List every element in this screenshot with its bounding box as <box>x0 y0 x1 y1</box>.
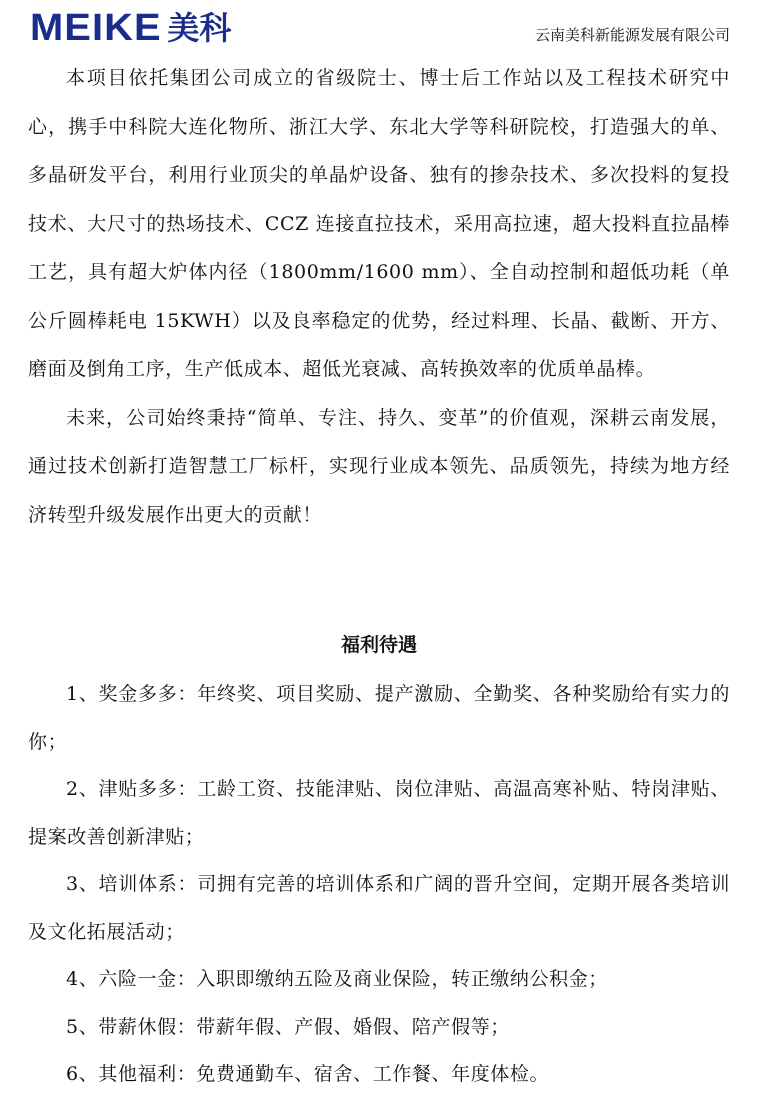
benefit-item-bonus: 1、奖金多多：年终奖、项目奖励、提产激励、全勤奖、各种奖励给有实力的你； <box>28 683 730 753</box>
company-logo <box>30 8 231 48</box>
future-paragraph: 未来，公司始终秉持“简单、专注、持久、变革”的价值观，深耕云南发展，通过技术创新打造智慧工厂标杆，实现行业成本领先、品质领先，持续为地方经济转型升级发展作出更大的贡献！ <box>28 406 730 526</box>
logo-latin-text: MEIKE <box>30 7 162 49</box>
benefit-item-insurance: 4、六险一金：入职即缴纳五险及商业保险，转正缴纳公积金； <box>66 968 608 990</box>
page-header <box>0 0 758 52</box>
benefit-item-other: 6、其他福利：免费通勤车、宿舍、工作餐、年度体检。 <box>66 1063 550 1085</box>
benefit-item-training: 3、培训体系：司拥有完善的培训体系和广阔的晋升空间，定期开展各类培训及文化拓展活动； <box>28 873 730 943</box>
benefit-item-allowance: 2、津贴多多：工龄工资、技能津贴、岗位津贴、高温高寒补贴、特岗津贴、提案改善创新津贴； <box>28 778 730 848</box>
benefits-heading: 福利待遇 <box>340 634 417 656</box>
benefit-item-paid-leave: 5、带薪休假：带薪年假、产假、婚假、陪产假等； <box>66 1015 510 1038</box>
intro-paragraph: 本项目依托集团公司成立的省级院士、博士后工作站以及工程技术研究中心，携手中科院大连化物所、浙江大学、东北大学等科研院校，打造强大的单、多晶研发平台，利用行业顶尖的单晶炉设备、独有的掺杂技术、多次投料的复投技术、大尺寸的热场技术、CCZ 连接直拉技术，采用高拉速，超大投料直拉晶棒工艺，具有超大炉体内径（1800mm/1600 mm）、全自动控制和超低功耗（单公斤圆棒耗电 15KWH）以及良率稳定的优势，经过料理、长晶、截断、开方、磨面及倒角工序，生产低成本、超低光衰减、高转换效率的优质单晶棒。 <box>28 67 730 380</box>
logo-chinese-text: 美科 <box>167 9 232 47</box>
company-name: 云南美科新能源发展有限公司 <box>534 26 730 44</box>
benefits-list <box>28 671 730 1099</box>
intro-section <box>28 54 730 539</box>
